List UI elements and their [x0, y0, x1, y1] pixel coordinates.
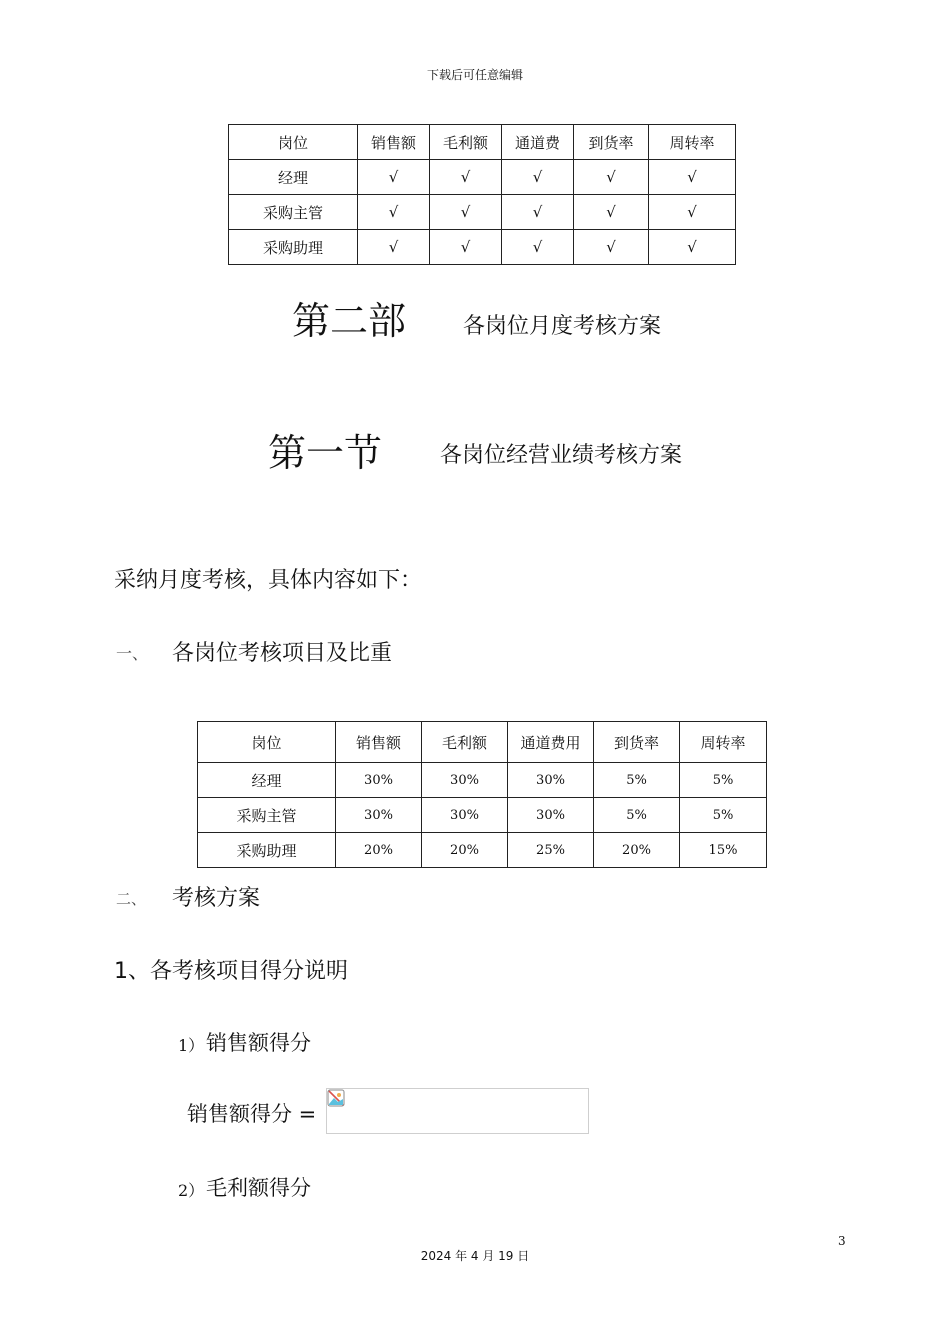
table-row: [198, 833, 767, 868]
page-header: 下载后可任意编辑: [426, 68, 523, 82]
table-cell: 5%: [594, 763, 680, 798]
table-row: [198, 798, 767, 833]
table-cell: 采购主管: [229, 195, 358, 230]
table-header-cell: 到货率: [574, 125, 649, 160]
table-cell: 5%: [680, 798, 767, 833]
section-title: 第一节: [268, 431, 383, 475]
table-cell: √: [430, 160, 502, 195]
table-cell: 30%: [422, 798, 508, 833]
table-header-row: [198, 722, 767, 763]
table-cell: 30%: [336, 798, 422, 833]
table-cell: √: [574, 230, 649, 265]
table-cell: 15%: [680, 833, 767, 868]
formula-image-placeholder: [326, 1088, 589, 1134]
table-row: [229, 230, 736, 265]
table-header-cell: 通道费: [502, 125, 574, 160]
table-cell: √: [358, 160, 430, 195]
table-header-cell: 岗位: [198, 722, 336, 763]
table-cell: 30%: [422, 763, 508, 798]
item-score-explanation: 1、各考核项目得分说明: [114, 959, 348, 984]
table-cell: √: [502, 160, 574, 195]
table-cell: 5%: [680, 763, 767, 798]
table-header-cell: 岗位: [229, 125, 358, 160]
page-footer-date: 2024 年 4 月 19 日: [420, 1249, 530, 1263]
broken-image-icon: [327, 1089, 345, 1107]
table-cell: 20%: [422, 833, 508, 868]
table-cell: 30%: [508, 798, 594, 833]
heading-plan: 考核方案: [172, 886, 261, 911]
table-cell: 采购助理: [229, 230, 358, 265]
list-marker: 一、: [116, 644, 149, 663]
part-subtitle: 各岗位月度考核方案: [463, 314, 662, 339]
table-cell: 5%: [594, 798, 680, 833]
table-header-cell: 销售额: [358, 125, 430, 160]
table-cell: √: [502, 230, 574, 265]
table-cell: √: [358, 195, 430, 230]
section-subtitle: 各岗位经营业绩考核方案: [440, 443, 683, 468]
table-cell: √: [649, 195, 736, 230]
table-header-cell: 周转率: [680, 722, 767, 763]
sub-marker: 1）: [178, 1036, 205, 1055]
table-cell: √: [649, 230, 736, 265]
table-cell: 25%: [508, 833, 594, 868]
subheading-margin-score: 毛利额得分: [206, 1176, 311, 1200]
table-header-cell: 毛利额: [430, 125, 502, 160]
table-row: [229, 160, 736, 195]
table-cell: √: [430, 230, 502, 265]
table-row: [198, 763, 767, 798]
table-cell: 20%: [336, 833, 422, 868]
page-number: 3: [838, 1234, 846, 1248]
table-row: [229, 195, 736, 230]
responsibility-table: [228, 124, 736, 265]
table-cell: √: [358, 230, 430, 265]
list-marker: 二、: [116, 890, 147, 908]
table-cell: √: [430, 195, 502, 230]
table-cell: 30%: [508, 763, 594, 798]
table-cell: √: [502, 195, 574, 230]
part-title: 第二部: [292, 299, 407, 343]
table-header-cell: 到货率: [594, 722, 680, 763]
table-cell: √: [649, 160, 736, 195]
weights-table: [197, 721, 767, 868]
table-header-cell: 毛利额: [422, 722, 508, 763]
table-cell: √: [574, 195, 649, 230]
subheading-sales-score: 销售额得分: [206, 1031, 311, 1055]
sub-marker: 2）: [178, 1181, 205, 1200]
table-header-cell: 销售额: [336, 722, 422, 763]
table-cell: 采购助理: [198, 833, 336, 868]
table-cell: 30%: [336, 763, 422, 798]
table-header-cell: 周转率: [649, 125, 736, 160]
table-cell: 采购主管: [198, 798, 336, 833]
intro-paragraph: 采纳月度考核，具体内容如下：: [114, 568, 423, 593]
table-cell: 20%: [594, 833, 680, 868]
formula-label: 销售额得分 =: [187, 1102, 317, 1126]
table-cell: 经理: [229, 160, 358, 195]
table-header-row: [229, 125, 736, 160]
table-cell: 经理: [198, 763, 336, 798]
heading-weights: 各岗位考核项目及比重: [172, 641, 393, 666]
table-cell: √: [574, 160, 649, 195]
table-header-cell: 通道费用: [508, 722, 594, 763]
